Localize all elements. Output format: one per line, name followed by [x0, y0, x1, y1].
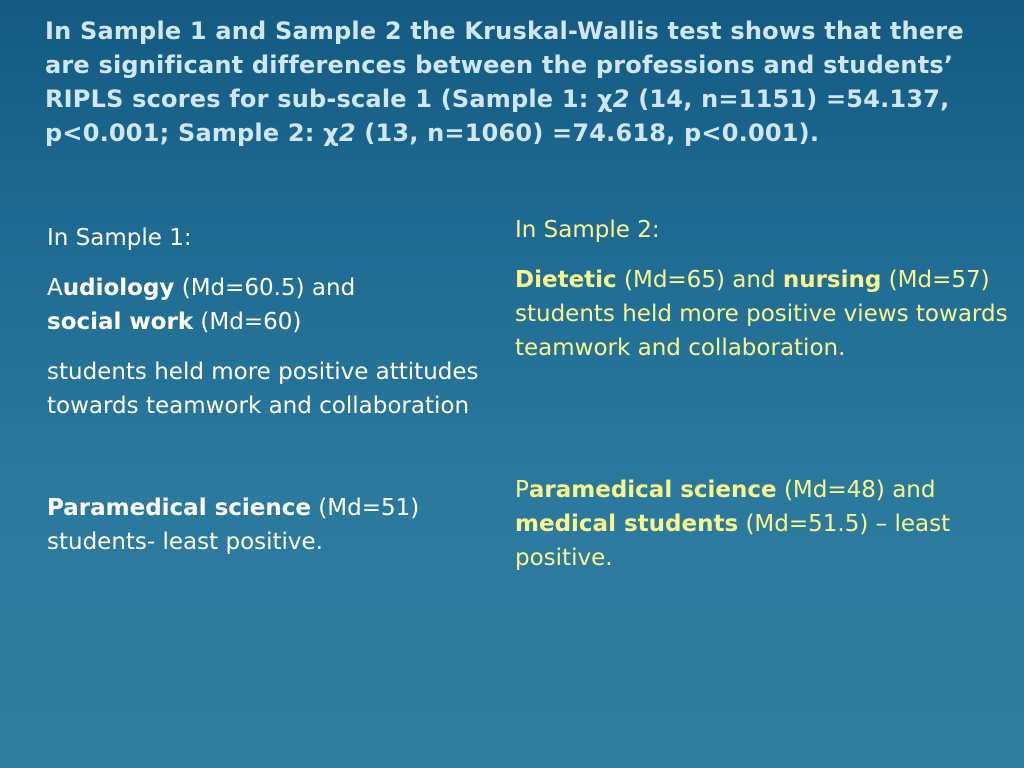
audiology-initial: A — [47, 275, 63, 301]
title-text-part-1: In Sample 1 and Sample 2 the Kruskal-Wallis test shows that there are significant differences between the professions and students’ RIPLS scores for sub-scale 1 (Sample 1: χ — [45, 17, 964, 113]
paramedical-science-median-2: (Md=48) and — [776, 477, 936, 503]
medical-students-label: medical students — [515, 511, 739, 537]
dietetic-median: (Md=65) and — [616, 267, 783, 293]
social-work-label: social work — [47, 309, 194, 335]
sample-1-least-positive — [47, 491, 487, 559]
sample-1-column — [47, 221, 487, 559]
paramedical-science-label-2: aramedical science — [528, 477, 777, 503]
sample-2-least-positive — [515, 473, 1015, 575]
title-text-part-3: (13, n=1060) =74.618, p<0.001). — [355, 119, 820, 147]
audiology-median: (Md=60.5) and — [174, 275, 356, 301]
chi-square-symbol-1: 2 — [612, 85, 630, 113]
sample-2-heading: In Sample 2: — [515, 217, 660, 243]
chi-square-symbol-2: 2 — [338, 119, 356, 147]
slide-title — [45, 14, 975, 150]
audiology-label: udiology — [62, 275, 175, 301]
sample-1-heading: In Sample 1: — [47, 225, 192, 251]
paramedical-science-label: Paramedical science — [47, 495, 311, 521]
paramedical-science-median: (Md=51) students- least positive. — [47, 495, 420, 555]
dietetic-label: Dietetic — [515, 267, 617, 293]
sample-1-positive-professions — [47, 271, 487, 339]
nursing-median-statement: (Md=57) students held more positive views towards teamwork and collaboration. — [515, 267, 1008, 361]
sample-1-positive-statement: students held more positive attitudes towards teamwork and collaboration — [47, 359, 479, 419]
medical-students-median: (Md=51.5) – least positive. — [515, 511, 951, 571]
nursing-label: nursing — [782, 267, 882, 293]
sample-2-column — [515, 213, 1015, 575]
paramedical-initial: P — [515, 477, 529, 503]
social-work-median: (Md=60) — [193, 309, 302, 335]
title-text-part-2: (14, n=1151) =54.137, p<0.001; Sample 2: χ — [45, 85, 950, 147]
sample-2-positive-professions — [515, 263, 1015, 365]
